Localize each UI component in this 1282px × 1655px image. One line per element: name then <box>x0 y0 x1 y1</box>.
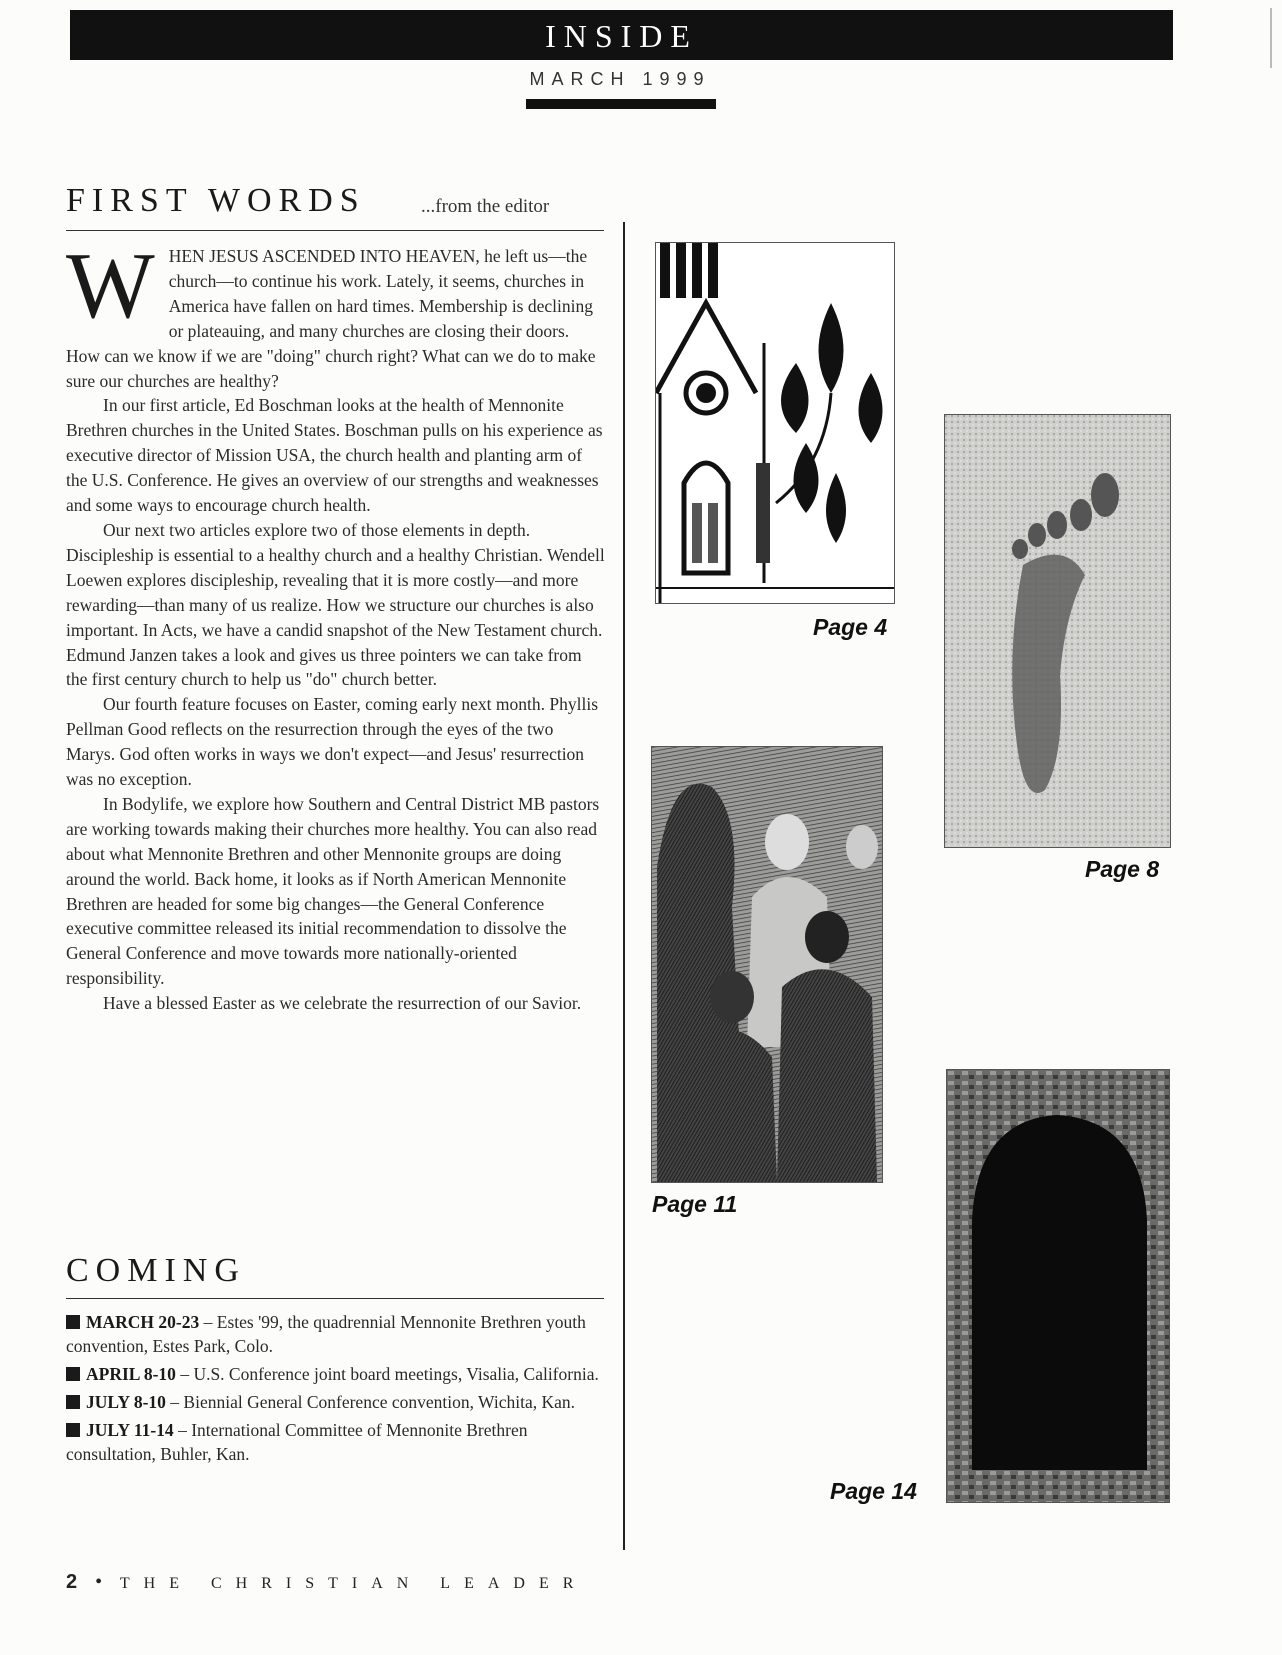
caption-page-8: Page 8 <box>1085 856 1160 882</box>
paragraph-6: Have a blessed Easter as we celebrate the resurrection of our Savior. <box>103 993 582 1014</box>
page-footer <box>66 1571 587 1594</box>
page-number: 2 <box>66 1571 78 1593</box>
event-date: JULY 11-14 <box>86 1420 174 1440</box>
event-date: APRIL 8-10 <box>86 1364 176 1384</box>
caption-page-14: Page 14 <box>830 1478 917 1504</box>
scan-edge <box>1270 8 1272 68</box>
bullet-square-icon <box>66 1367 80 1381</box>
editorial-body <box>66 234 606 1016</box>
event-text: – Biennial General Conference convention, Wichita, Kan. <box>165 1392 576 1412</box>
event-text: – International Committee of Mennonite Brethren consultation, Buhler, Kan. <box>66 1420 528 1464</box>
list-item <box>66 1390 606 1414</box>
paragraph-1 <box>66 234 606 393</box>
caption-page-4: Page 4 <box>813 614 888 640</box>
bullet-square-icon <box>66 1395 80 1409</box>
paragraph-4: Our fourth feature focuses on Easter, coming early next month. Phyllis Pellman Good reflects on the resurrection through the eyes of the two Marys. God often works in ways we don't expect—and Jesus' resurrection was no exception. <box>66 694 599 790</box>
coming-heading: COMING <box>66 1252 246 1289</box>
footer-bullet: • <box>95 1571 103 1593</box>
issue-date: MARCH 1999 <box>529 69 711 89</box>
event-text: – Estes '99, the quadrennial Mennonite Brethren youth convention, Estes Park, Colo. <box>66 1312 586 1356</box>
inside-banner <box>70 10 1173 60</box>
church-illustration-icon <box>655 242 895 604</box>
coming-list <box>66 1310 606 1470</box>
footprint-photo-icon <box>944 414 1171 848</box>
paragraph-1-text: HEN JESUS ASCENDED INTO HEAVEN, he left us—the church—to continue his work. Lately, it seems, churches in America have fallen on hard times. Membership is declining or plateauing, and many churches are closing their doors. How can we know if we are "doing" church right? What can we do to make sure our churches are healthy? <box>66 246 596 391</box>
event-text: – U.S. Conference joint board meetings, Visalia, California. <box>175 1364 599 1384</box>
first-words-rule <box>66 230 604 231</box>
caption-page-11: Page 11 <box>652 1191 738 1217</box>
list-item <box>66 1310 606 1358</box>
event-date: MARCH 20-23 <box>86 1312 200 1332</box>
engraving-illustration-icon <box>651 746 883 1183</box>
first-words-heading: FIRST WORDS <box>66 182 366 219</box>
paragraph-2: In our first article, Ed Boschman looks at the health of Mennonite Brethren churches in the United States. Boschman pulls on his experience as executive director of Mission USA, the church health and planting arm of the U.S. Conference. He gives an overview of our strengths and weaknesses and some ways to encourage church health. <box>66 395 603 516</box>
editor-subheading: ...from the editor <box>421 196 550 217</box>
tomb-photo-icon <box>946 1069 1170 1503</box>
bullet-square-icon <box>66 1423 80 1437</box>
column-divider <box>623 222 625 1550</box>
paragraph-3: Our next two articles explore two of those elements in depth. Discipleship is essential to a healthy church and a healthy Christian. Wendell Loewen explores discipleship, revealing that it is more costly—and more rewarding—than many of us realize. How we structure our churches is also important. In Acts, we have a candid snapshot of the New Testament church. Edmund Janzen takes a look and gives us three pointers we can take from the first century church to help us "do" church better. <box>66 519 605 690</box>
list-item <box>66 1418 606 1466</box>
coming-rule <box>66 1298 604 1299</box>
banner-title: INSIDE <box>545 18 698 54</box>
event-date: JULY 8-10 <box>86 1392 166 1412</box>
paragraph-5: In Bodylife, we explore how Southern and Central District MB pastors are working towards making their churches more healthy. You can also read about what Mennonite Brethren and other Mennonite groups are doing around the world. Back home, it looks as if North American Mennonite Brethren are headed for some big changes—the General Conference executive committee released its initial recommendation to dissolve the General Conference and move towards more nationally-oriented responsibility. <box>66 793 600 989</box>
drop-cap: W <box>66 234 155 338</box>
list-item <box>66 1362 606 1386</box>
publication-name: THE CHRISTIAN LEADER <box>119 1575 588 1592</box>
bullet-square-icon <box>66 1315 80 1329</box>
date-underline <box>526 99 716 109</box>
